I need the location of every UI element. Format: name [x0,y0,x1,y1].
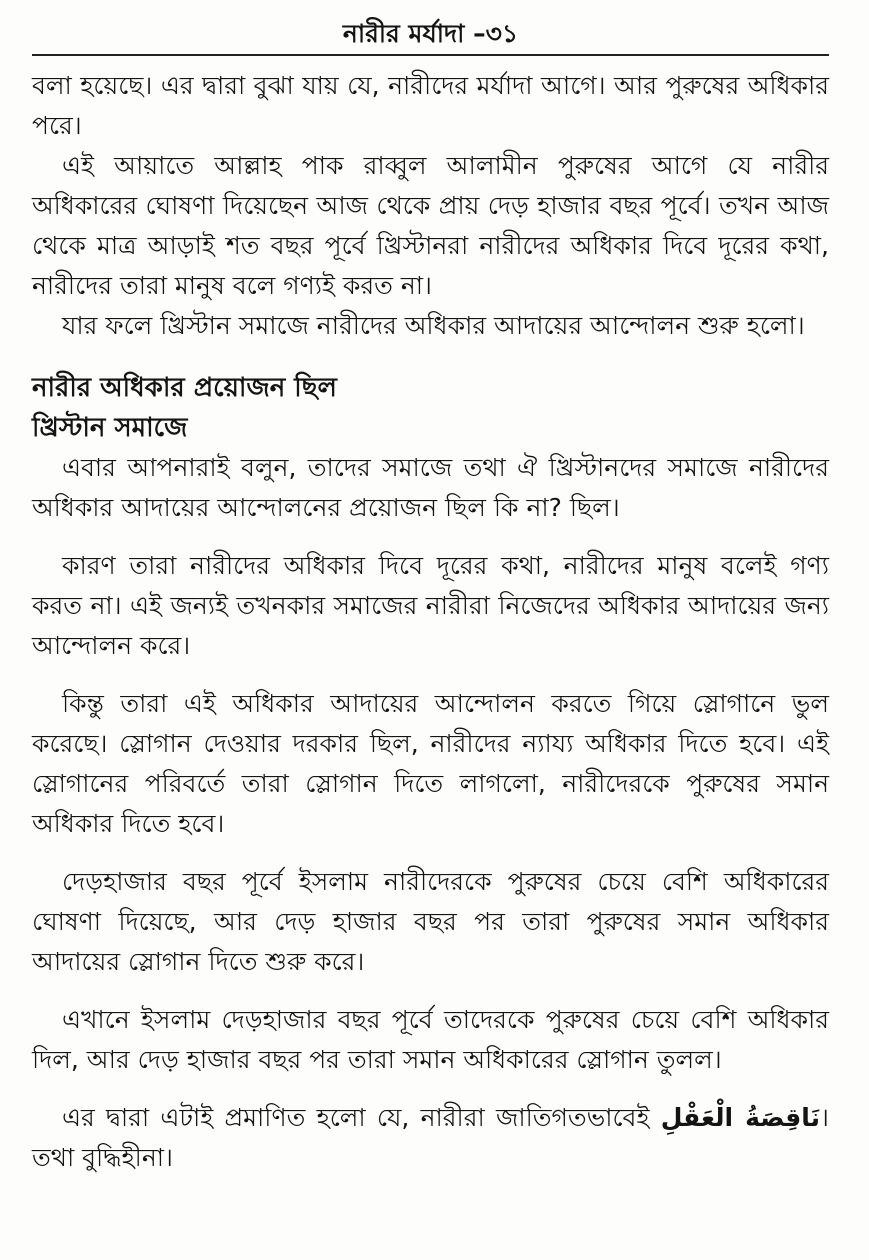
closing-paragraph [32,1098,829,1178]
paragraph: বলা হয়েছে। এর দ্বারা বুঝা যায় যে, নারীদের মর্যাদা আগে। আর পুরুষের অধিকার পরে। [32,71,829,140]
closing-text-before: এর দ্বারা এটাই প্রমাণিত হলো যে, নারীরা জাতিগতভাবেই [62,1103,661,1132]
paragraph: কারণ তারা নারীদের অধিকার দিবে দূরের কথা, নারীদের মানুষ বলেই গণ্য করত না। এই জন্যই তখনকার সমাজের নারীরা নিজেদের অধিকার আদায়ের জন্য আন্দোলন করে। [32,551,829,660]
closing-text-after: । তথা বুদ্ধিহীনা। [32,1103,829,1172]
paragraph: দেড়হাজার বছর পূর্বে ইসলাম নারীদেরকে পুরুষের চেয়ে বেশি অধিকারের ঘোষণা দিয়েছে, আর দেড় হাজার বছর পর তারা পুরুষের সমান অধিকার আদায়ের স্লোগান দিতে শুরু করে। [32,867,829,976]
paragraph: এখানে ইসলাম দেড়হাজার বছর পূর্বে তাদেরকে পুরুষের চেয়ে বেশি অধিকার দিল, আর দেড় হাজার বছর পর তারা সমান অধিকারের স্লোগান তুলল। [32,1005,829,1074]
paragraph: যার ফলে খ্রিস্টান সমাজে নারীদের অধিকার আদায়ের আন্দোলন শুরু হলো। [62,311,805,340]
running-header: নারীর মর্যাদা –৩১ [32,14,829,56]
page-body [32,66,829,1178]
section-heading: নারীর অধিকার প্রয়োজন ছিল [32,373,337,403]
section-subheading: খ্রিস্টান সমাজে [32,413,188,443]
paragraph: এবার আপনারাই বলুন, তাদের সমাজে তথা ঐ খ্রিস্টানদের সমাজে নারীদের অধিকার আদায়ের আন্দোলনের প্রয়োজন ছিল কি না? ছিল। [32,453,829,522]
paragraph: কিন্তু তারা এই অধিকার আদায়ের আন্দোলন করতে গিয়ে স্লোগানে ভুল করেছে। স্লোগান দেওয়ার দরকার ছিল, নারীদের ন্যায্য অধিকার দিতে হবে। এই স্লোগানের পরিবর্তে তারা স্লোগান দিতে লাগলো, নারীদেরকে পুরুষের সমান অধিকার দিতে হবে। [32,689,829,838]
arabic-phrase: نَاقِصَةُ الْعَقْلِ [660,1103,821,1132]
paragraph: এই আয়াতে আল্লাহ পাক রাব্বুল আলামীন পুরুষের আগে যে নারীর অধিকারের ঘোষণা দিয়েছেন আজ থেকে প্রায় দেড় হাজার বছর পূর্বে। তখন আজ থেকে মাত্র আড়াই শত বছর পূর্বে খ্রিস্টানরা নারীদের অধিকার দিবে দূরের কথা, নারীদের তারা মানুষ বলে গণ্যই করত না। [32,151,829,300]
